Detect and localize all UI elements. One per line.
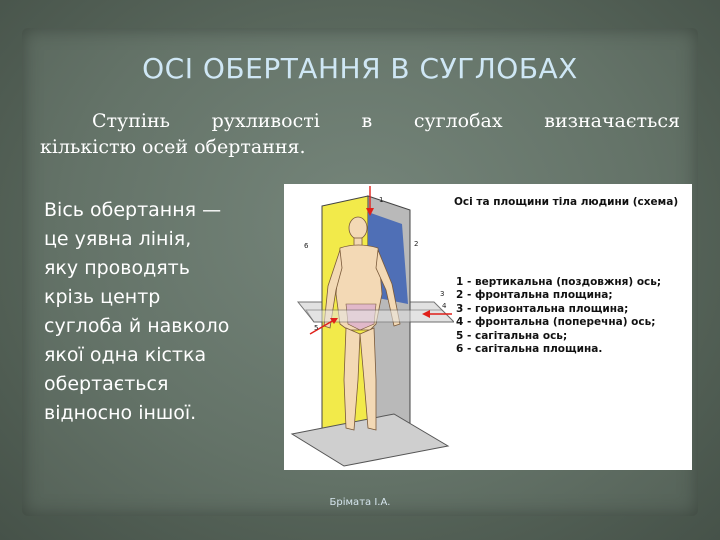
intro-line-1: Ступінь рухливості в суглобах визначається (92, 110, 680, 132)
marker-2: 2 (414, 240, 419, 248)
definition-line: відносно іншої. (44, 402, 197, 424)
legend-item: 3 - горизонтальна площина; (456, 302, 629, 315)
body-planes-diagram (284, 184, 454, 470)
intro-line-2: кількістю осей обертання. (40, 136, 306, 158)
definition-line: яку проводять (44, 257, 190, 279)
legend-item: 6 - сагітальна площина. (456, 343, 603, 356)
definition-text (44, 196, 284, 428)
legend-item: 4 - фронтальна (поперечна) ось; (456, 316, 656, 329)
legend-item: 2 - фронтальна площина; (456, 289, 613, 302)
body-axes-figure (284, 184, 692, 470)
figure-title: Осі та площини тіла людини (схема) (454, 196, 679, 208)
definition-line: крізь центр (44, 286, 161, 308)
definition-line: суглоба й навколо (44, 315, 230, 337)
figure-legend (456, 276, 661, 356)
marker-1: 1 (379, 196, 384, 204)
legend-item: 5 - сагітальна ось; (456, 329, 568, 342)
horizontal-plane-front (306, 310, 454, 322)
marker-4: 4 (442, 302, 447, 310)
marker-6: 6 (304, 242, 309, 250)
marker-5: 5 (314, 324, 319, 332)
definition-line: Вісь обертання — (44, 199, 222, 221)
marker-3: 3 (440, 290, 445, 298)
slide-title: ОСІ ОБЕРТАННЯ В СУГЛОБАХ (142, 52, 578, 85)
legend-item: 1 - вертикальна (поздовжня) ось; (456, 276, 662, 288)
author-footer: Брімата І.А. (329, 497, 391, 508)
definition-line: якої одна кістка (44, 344, 207, 366)
intro-paragraph (40, 108, 680, 160)
definition-line: обертається (44, 373, 169, 395)
definition-line: це уявна лінія, (44, 228, 192, 250)
